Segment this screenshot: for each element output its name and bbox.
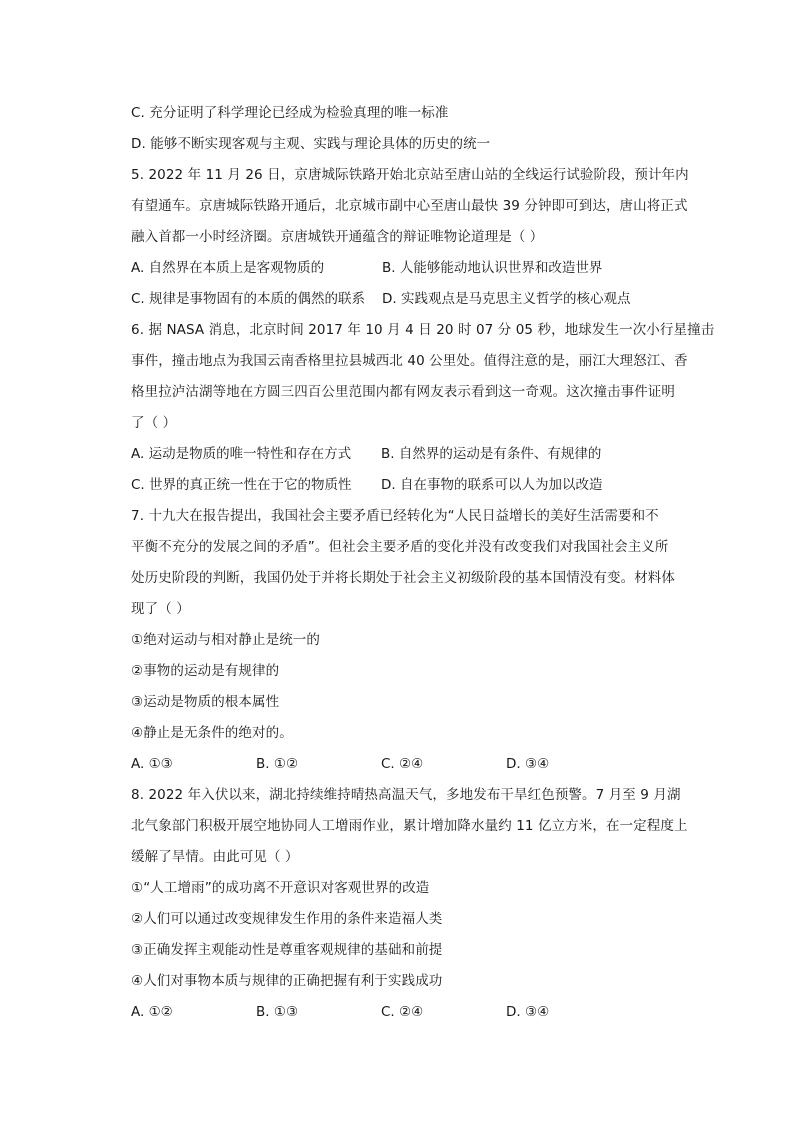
q6-stem-line: 事件，撞击地点为我国云南香格里拉县城西北 40 公里处。值得注意的是，丽江大理怒江、香 (131, 353, 688, 369)
q8-option-c: C. ②④ (381, 1004, 424, 1020)
q8-statement: ①“人工增雨”的成功离不开意识对客观世界的改造 (131, 880, 430, 896)
q5-option-c: C. 规律是事物固有的本质的偶然的联系 (131, 291, 366, 307)
q5-option-a: A. 自然界在本质上是客观物质的 (131, 260, 325, 276)
question-5 (131, 160, 693, 315)
q7-statement: ②事物的运动是有规律的 (131, 663, 280, 679)
q7-statement: ③运动是物质的根本属性 (131, 694, 280, 710)
q8-option-a: A. ①② (131, 1004, 173, 1020)
q6-option-a: A. 运动是物质的唯一特性和存在方式 (131, 446, 352, 462)
q5-options-row (131, 253, 693, 284)
q7-option-b: B. ①② (256, 756, 299, 772)
q5-option-d: D. 实践观点是马克思主义哲学的核心观点 (382, 291, 631, 307)
q7-option-c: C. ②④ (381, 756, 424, 772)
q7-statement: ④静止是无条件的绝对的。 (131, 725, 293, 741)
q7-stem-line: 7. 十九大在报告提出，我国社会主要矛盾已经转化为“人民日益增长的美好生活需要和不 (131, 508, 659, 524)
q6-options-row (131, 470, 693, 501)
q8-stem-line: 缓解了旱情。由此可见（ ） (131, 849, 299, 865)
q7-option-a: A. ①③ (131, 756, 173, 772)
q6-option-c: C. 世界的真正统一性在于它的物质性 (131, 477, 352, 493)
q5-option-b: B. 人能够能动地认识世界和改造世界 (382, 260, 603, 276)
q8-option-b: B. ①③ (256, 1004, 299, 1020)
q6-stem-line: 格里拉泸沽湖等地在方圆三四百公里范围内都有网友表示看到这一奇观。这次撞击事件证明 (131, 384, 675, 400)
q7-options-row (131, 749, 693, 780)
q8-statement: ②人们可以通过改变规律发生作用的条件来造福人类 (131, 911, 443, 927)
q7-stem-line: 平衡不充分的发展之间的矛盾”。但社会主要矛盾的变化并没有改变我们对我国社会主义所 (131, 539, 669, 555)
exam-content (131, 98, 715, 1028)
q7-stem-line: 处历史阶段的判断，我国仍处于并将长期处于社会主义初级阶段的基本国情没有变。材料体 (131, 570, 675, 586)
q6-stem-line: 6. 据 NASA 消息，北京时间 2017 年 10 月 4 日 20 时 07 分 05 秒，地球发生一次小行星撞击 (131, 322, 715, 338)
q8-statement: ④人们对事物本质与规律的正确把握有利于实践成功 (131, 973, 443, 989)
q8-statement: ③正确发挥主观能动性是尊重客观规律的基础和前提 (131, 942, 443, 958)
q7-stem-line: 现了（ ） (131, 601, 190, 617)
q4-option-c: C. 充分证明了科学理论已经成为检验真理的唯一标准 (131, 105, 449, 121)
q7-option-d: D. ③④ (506, 756, 550, 772)
q5-stem-line: 5. 2022 年 11 月 26 日，京唐城际铁路开始北京站至唐山站的全线运行试验阶段，预计年内 (131, 167, 689, 183)
q5-stem-line: 有望通车。京唐城际铁路开通后，北京城市副中心至唐山最快 39 分钟即可到达，唐山将正式 (131, 198, 688, 214)
question-8 (131, 780, 693, 1028)
q8-option-d: D. ③④ (506, 1004, 550, 1020)
q8-stem-line: 北气象部门积极开展空地协同人工增雨作业，累计增加降水量约 11 亿立方米，在一定程度上 (131, 818, 688, 834)
question-6 (131, 315, 715, 501)
q8-stem-line: 8. 2022 年入伏以来，湖北持续维持晴热高温天气，多地发布干旱红色预警。7 月至 9 月湖 (131, 787, 681, 803)
q6-options-row (131, 439, 693, 470)
q6-option-d: D. 自在事物的联系可以人为加以改造 (381, 477, 603, 493)
q6-stem-line: 了（ ） (131, 415, 177, 431)
q5-options-row (131, 284, 693, 315)
q4-option-d: D. 能够不断实现客观与主观、实践与理论具体的历史的统一 (131, 136, 491, 152)
question-7 (131, 501, 693, 780)
q5-stem-line: 融入首都一小时经济圈。京唐城铁开通蕴含的辩证唯物论道理是（ ） (131, 229, 544, 245)
q6-option-b: B. 自然界的运动是有条件、有规律的 (381, 446, 602, 462)
q7-statement: ①绝对运动与相对静止是统一的 (131, 632, 321, 648)
q8-options-row (131, 997, 693, 1028)
